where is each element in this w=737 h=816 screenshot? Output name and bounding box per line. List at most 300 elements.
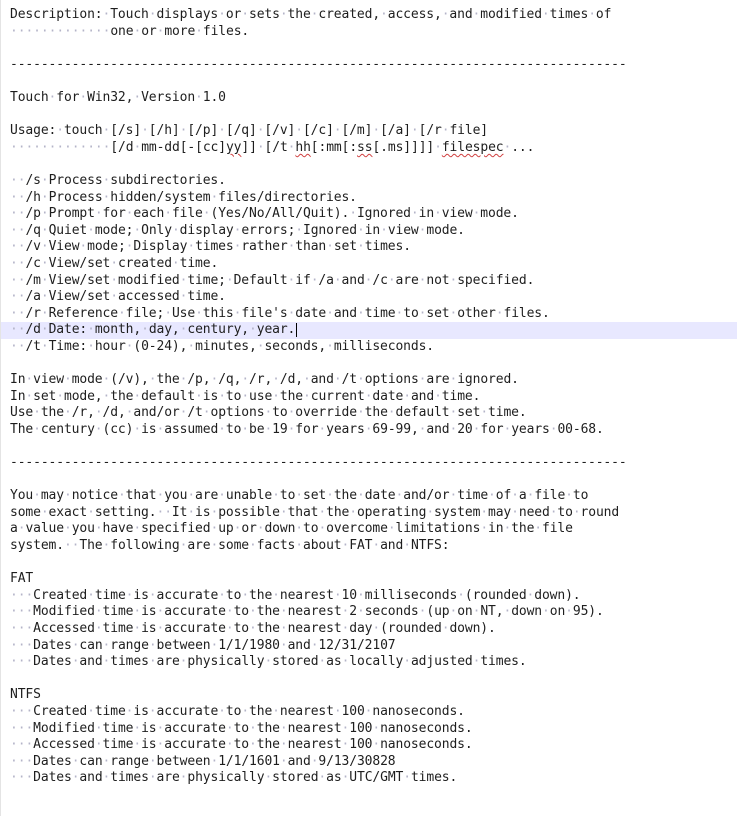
space-marker: · xyxy=(264,421,273,437)
space-marker: · xyxy=(511,488,519,504)
space-marker: · xyxy=(10,222,18,238)
space-marker: · xyxy=(17,23,26,39)
space-marker: · xyxy=(133,421,142,437)
editor-line[interactable]: a·value·you·have·specified·up·or·down·to·overcome·limitations·in·the·file xyxy=(10,521,573,537)
editor-line[interactable]: some·exact·setting.··It·is·possible·that·the·operating·system·may·need·to·round xyxy=(10,504,620,520)
space-marker: · xyxy=(233,521,242,537)
space-marker: · xyxy=(225,272,234,288)
space-marker: · xyxy=(87,504,95,520)
space-marker: · xyxy=(133,720,142,736)
space-marker: · xyxy=(480,405,489,421)
space-marker: · xyxy=(318,521,327,537)
editor-line[interactable]: system.··The·following·are·some·facts·about·FAT·and·NTFS: xyxy=(10,538,450,553)
space-marker: · xyxy=(40,172,49,188)
space-marker: · xyxy=(526,488,535,504)
space-marker: · xyxy=(295,123,303,139)
space-marker: · xyxy=(87,23,95,39)
space-marker: · xyxy=(364,388,373,404)
space-marker: · xyxy=(495,305,504,321)
space-marker: · xyxy=(10,23,18,39)
space-marker: · xyxy=(565,604,573,620)
space-marker: · xyxy=(25,720,34,736)
space-marker: · xyxy=(218,421,226,437)
space-marker: · xyxy=(156,604,165,620)
space-marker: · xyxy=(40,322,49,338)
space-marker: · xyxy=(148,587,157,603)
space-marker: · xyxy=(264,405,273,421)
editor-line[interactable]: ···Dates·and·times·are·physically·stored·as·UTC/GMT·times. xyxy=(10,770,458,786)
space-marker: · xyxy=(356,239,365,255)
space-marker: · xyxy=(387,521,396,537)
space-marker: · xyxy=(48,89,57,105)
space-marker: · xyxy=(40,222,49,238)
space-marker: · xyxy=(472,654,481,670)
space-marker: · xyxy=(17,720,26,736)
space-marker: · xyxy=(356,587,365,603)
space-marker: · xyxy=(241,372,250,388)
space-marker: · xyxy=(418,372,427,388)
space-marker: · xyxy=(25,703,34,719)
space-marker: · xyxy=(356,305,365,321)
space-marker: · xyxy=(171,222,180,238)
space-marker: · xyxy=(133,89,142,105)
spellcheck-error[interactable]: filespec xyxy=(441,139,504,155)
space-marker: · xyxy=(210,538,219,553)
editor-line[interactable]: ···Accessed·time·is·accurate·to·the·nearest·100·nanoseconds. xyxy=(10,737,473,753)
space-marker: · xyxy=(102,372,111,388)
editor-line[interactable]: ···Dates·can·range·between·1/1/1980·and·12/31/2107 xyxy=(10,637,396,653)
space-marker: · xyxy=(403,538,411,553)
space-marker: · xyxy=(10,637,18,653)
space-marker: · xyxy=(40,289,49,305)
editor-line[interactable]: The·century·(cc)·is·assumed·to·be·19·for·years·69-99,·and·20·for·years·00-68. xyxy=(10,421,604,437)
space-marker: · xyxy=(249,720,257,736)
space-marker: · xyxy=(10,139,18,155)
space-marker: · xyxy=(333,123,342,139)
space-marker: · xyxy=(10,604,18,620)
space-marker: · xyxy=(71,770,80,786)
space-marker: · xyxy=(449,488,458,504)
space-marker: · xyxy=(63,538,72,553)
space-marker: · xyxy=(40,23,49,39)
space-marker: · xyxy=(241,421,250,437)
space-marker: · xyxy=(272,587,280,603)
space-marker: · xyxy=(356,488,365,504)
space-marker: · xyxy=(195,388,203,404)
space-marker: · xyxy=(395,305,404,321)
editor-line[interactable]: ··/p·Prompt·for·each·file·(Yes/No/All/Quit).·Ignored·in·view·mode. xyxy=(10,206,519,222)
space-marker: · xyxy=(179,654,188,670)
space-marker: · xyxy=(25,372,34,388)
space-marker: · xyxy=(356,405,365,421)
editor-line[interactable]: ··/s·Process·subdirectories. xyxy=(10,172,226,188)
editor-line[interactable]: In·view·mode·(/v),·the·/p,·/q,·/r,·/d,·and·/t·options·are·ignored. xyxy=(10,372,519,388)
space-marker: · xyxy=(71,139,80,155)
space-marker: · xyxy=(10,720,18,736)
editor-line[interactable]: ··/h·Process·hidden/system·files/directories. xyxy=(10,189,357,205)
space-marker: · xyxy=(272,703,280,719)
editor-line[interactable]: Use·the·/r,·/d,·and/or·/t·options·to·override·the·default·set·time. xyxy=(10,405,527,421)
space-marker: · xyxy=(17,239,26,255)
space-marker: · xyxy=(218,703,226,719)
space-marker: · xyxy=(156,737,165,753)
space-marker: · xyxy=(326,305,334,321)
space-marker: · xyxy=(225,720,234,736)
space-marker: · xyxy=(10,338,18,354)
space-marker: · xyxy=(17,322,26,338)
space-marker: · xyxy=(287,139,296,155)
editor-line[interactable]: ···Created·time·is·accurate·to·the·nearest·100·nanoseconds. xyxy=(10,703,465,719)
space-marker: · xyxy=(17,620,26,636)
space-marker: · xyxy=(480,504,489,520)
space-marker: · xyxy=(94,405,103,421)
space-marker: · xyxy=(380,222,388,238)
space-marker: · xyxy=(418,421,427,437)
space-marker: · xyxy=(17,272,26,288)
space-marker: · xyxy=(102,7,111,22)
editor-line[interactable]: Usage:·touch·[/s]·[/h]·[/p]·[/q]·[/v]·[/c]·[/m]·[/a]·[/r·file] xyxy=(10,123,488,139)
space-marker: · xyxy=(156,620,165,636)
editor-line[interactable]: ·············one·or·more·files. xyxy=(10,23,250,39)
spellcheck-error[interactable]: hh xyxy=(295,139,311,155)
space-marker: · xyxy=(372,720,381,736)
space-marker: · xyxy=(110,255,118,271)
space-marker: · xyxy=(441,620,450,636)
space-marker: · xyxy=(295,538,303,553)
space-marker: · xyxy=(94,421,103,437)
space-marker: · xyxy=(272,488,280,504)
space-marker: · xyxy=(472,7,481,22)
space-marker: · xyxy=(40,189,49,205)
space-marker: · xyxy=(241,388,250,404)
space-marker: · xyxy=(94,139,103,155)
space-marker: · xyxy=(10,189,18,205)
editor-line[interactable]: ··/m·View/set·modified·time;·Default·if·/a·and·/c·are·not·specified. xyxy=(10,272,535,288)
space-marker: · xyxy=(434,139,442,155)
space-marker: · xyxy=(310,753,319,769)
space-marker: · xyxy=(40,305,49,321)
space-marker: · xyxy=(63,521,72,537)
editor-line[interactable]: ··/a·View/set·accessed·time. xyxy=(10,289,226,305)
space-marker: · xyxy=(326,338,334,354)
space-marker: · xyxy=(249,538,257,553)
space-marker: · xyxy=(164,206,172,222)
space-marker: · xyxy=(148,372,157,388)
space-marker: · xyxy=(364,272,373,288)
space-marker: · xyxy=(164,305,172,321)
space-marker: · xyxy=(225,604,234,620)
editor-line[interactable]: Touch·for·Win32,·Version·1.0 xyxy=(10,89,226,105)
space-marker: · xyxy=(17,753,26,769)
space-marker: · xyxy=(133,737,142,753)
editor-line[interactable]: FAT xyxy=(10,571,34,587)
space-marker: · xyxy=(364,421,373,437)
space-marker: · xyxy=(249,620,257,636)
space-marker: · xyxy=(94,604,103,620)
space-marker: · xyxy=(303,372,311,388)
space-marker: · xyxy=(71,654,80,670)
space-marker: · xyxy=(279,737,288,753)
editor-line[interactable]: ··/q·Quiet·mode;·Only·display·errors;·Ignored·in·view·mode. xyxy=(10,222,465,238)
space-marker: · xyxy=(202,206,211,222)
editor-line[interactable]: NTFS xyxy=(10,687,41,703)
space-marker: · xyxy=(17,289,26,305)
space-marker: · xyxy=(179,289,188,305)
space-marker: · xyxy=(210,753,219,769)
space-marker: · xyxy=(449,305,458,321)
space-marker: · xyxy=(372,620,381,636)
space-marker: · xyxy=(17,222,26,238)
space-marker: · xyxy=(133,604,142,620)
space-marker: · xyxy=(17,338,26,354)
editor-line[interactable]: ···Created·time·is·accurate·to·the·nearest·10·milliseconds·(rounded·down). xyxy=(10,587,581,603)
editor-line[interactable] xyxy=(10,73,737,90)
space-marker: · xyxy=(40,504,49,520)
space-marker: · xyxy=(195,23,203,39)
space-marker: · xyxy=(503,521,512,537)
editor-line[interactable] xyxy=(10,555,737,572)
space-marker: · xyxy=(133,222,142,238)
space-marker: · xyxy=(287,272,296,288)
space-marker: · xyxy=(241,7,249,22)
space-marker: · xyxy=(117,305,126,321)
space-marker: · xyxy=(187,338,196,354)
space-marker: · xyxy=(279,753,288,769)
editor-line[interactable]: ··/t·Time:·hour·(0-24),·minutes,·seconds,·milliseconds. xyxy=(10,338,434,354)
space-marker: · xyxy=(10,737,18,753)
space-marker: · xyxy=(210,504,219,520)
space-marker: · xyxy=(87,587,95,603)
space-marker: · xyxy=(295,488,303,504)
space-marker: · xyxy=(102,753,111,769)
editor-line[interactable]: -------------------------------------------------------------------------------- xyxy=(10,56,627,72)
space-marker: · xyxy=(87,222,95,238)
space-marker: · xyxy=(25,753,34,769)
space-marker: · xyxy=(279,7,288,22)
space-marker: · xyxy=(102,139,111,155)
space-marker: · xyxy=(87,322,95,338)
space-marker: · xyxy=(434,388,442,404)
space-marker: · xyxy=(387,405,396,421)
space-marker: · xyxy=(10,172,18,188)
space-marker: · xyxy=(303,388,311,404)
editor-line[interactable]: You·may·notice·that·you·are·unable·to·set·the·date·and/or·time·of·a·file·to xyxy=(10,488,589,504)
space-marker: · xyxy=(195,89,203,105)
text-content[interactable] xyxy=(10,7,737,787)
space-marker: · xyxy=(472,604,481,620)
space-marker: · xyxy=(218,123,226,139)
space-marker: · xyxy=(94,521,103,537)
space-marker: · xyxy=(156,23,165,39)
space-marker: · xyxy=(426,504,435,520)
space-marker: · xyxy=(441,123,450,139)
space-marker: · xyxy=(418,305,427,321)
space-marker: · xyxy=(10,770,18,786)
space-marker: · xyxy=(210,372,219,388)
space-marker: · xyxy=(534,521,543,537)
space-marker: · xyxy=(164,504,172,520)
space-marker: · xyxy=(40,338,49,354)
space-marker: · xyxy=(10,654,18,670)
spellcheck-error[interactable]: ss xyxy=(357,139,373,155)
space-marker: · xyxy=(56,123,64,139)
editor-line[interactable] xyxy=(10,355,737,372)
space-marker: · xyxy=(341,604,350,620)
space-marker: · xyxy=(341,737,350,753)
space-marker: · xyxy=(488,488,496,504)
editor-line[interactable]: ···Modified·time·is·accurate·to·the·nearest·100·nanoseconds. xyxy=(10,720,473,736)
space-marker: · xyxy=(279,604,288,620)
space-marker: · xyxy=(71,538,80,553)
space-marker: · xyxy=(148,7,157,22)
space-marker: · xyxy=(326,488,334,504)
space-marker: · xyxy=(256,521,265,537)
space-marker: · xyxy=(233,222,242,238)
space-marker: · xyxy=(372,538,381,553)
space-marker: · xyxy=(179,538,188,553)
space-marker: · xyxy=(125,703,134,719)
space-marker: · xyxy=(318,654,327,670)
space-marker: · xyxy=(449,405,458,421)
space-marker: · xyxy=(79,23,88,39)
space-marker: · xyxy=(241,587,250,603)
space-marker: · xyxy=(449,421,458,437)
space-marker: · xyxy=(264,654,273,670)
editor-line[interactable]: ···Dates·can·range·between·1/1/1601·and·9/13/30828 xyxy=(10,753,396,769)
editor-line[interactable]: ···Dates·and·times·are·physically·stored·as·locally·adjusted·times. xyxy=(10,654,527,670)
space-marker: · xyxy=(148,654,157,670)
space-marker: · xyxy=(310,7,319,22)
space-marker: · xyxy=(480,521,489,537)
space-marker: · xyxy=(94,737,103,753)
space-marker: · xyxy=(25,637,34,653)
space-marker: · xyxy=(125,338,134,354)
space-marker: · xyxy=(341,654,350,670)
space-marker: · xyxy=(87,703,95,719)
editor-line[interactable]: Description:·Touch·displays·or·sets·the·created,·access,·and·modified·times·of xyxy=(10,7,612,22)
space-marker: · xyxy=(503,421,512,437)
space-marker: · xyxy=(279,504,288,520)
editor-line[interactable]: ···Modified·time·is·accurate·to·the·nearest·2·seconds·(up·on·NT,·down·on·95). xyxy=(10,604,604,620)
space-marker: · xyxy=(341,770,350,786)
space-marker: · xyxy=(10,587,18,603)
editor-line[interactable]: ···Accessed·time·is·accurate·to·the·nearest·day·(rounded·down). xyxy=(10,620,496,636)
space-marker: · xyxy=(418,222,427,238)
space-marker: · xyxy=(33,23,41,39)
space-marker: · xyxy=(40,206,49,222)
space-marker: · xyxy=(79,239,88,255)
space-marker: · xyxy=(141,123,149,139)
space-marker: · xyxy=(156,421,165,437)
editor-line[interactable] xyxy=(10,156,737,173)
editor-line[interactable] xyxy=(10,107,737,124)
space-marker: · xyxy=(449,604,458,620)
space-marker: · xyxy=(179,322,188,338)
editor-line[interactable]: -------------------------------------------------------------------------------- xyxy=(10,455,627,471)
space-marker: · xyxy=(102,770,111,786)
editor-line[interactable]: ·············[/d·mm-dd[-[cc]yy]]·[/t·hh[:mm[:ss[.ms]]]]·filespec·... xyxy=(10,139,535,155)
editor-line[interactable] xyxy=(10,472,737,489)
editor-line[interactable]: ··/r·Reference·file;·Use·this·file's·date·and·time·to·set·other·files. xyxy=(10,305,550,321)
space-marker: · xyxy=(17,587,26,603)
space-marker: · xyxy=(148,703,157,719)
space-marker: · xyxy=(287,421,296,437)
space-marker: · xyxy=(17,604,26,620)
space-marker: · xyxy=(133,139,142,155)
space-marker: · xyxy=(341,538,350,553)
editor-line[interactable] xyxy=(10,671,737,688)
space-marker: · xyxy=(17,206,26,222)
editor-line[interactable]: In·set·mode,·the·default·is·to·use·the·current·date·and·time. xyxy=(10,388,481,404)
space-marker: · xyxy=(272,372,280,388)
space-marker: · xyxy=(133,620,142,636)
space-marker: · xyxy=(133,521,142,537)
editor-line[interactable]: ··/c·View/set·created·time. xyxy=(10,255,219,271)
space-marker: · xyxy=(179,372,188,388)
space-marker: · xyxy=(372,123,381,139)
editor-line[interactable]: ··/d·Date:·month,·day,·century,·year. xyxy=(1,322,737,339)
space-marker: · xyxy=(233,305,242,321)
space-marker: · xyxy=(94,206,103,222)
space-marker: · xyxy=(17,255,26,271)
space-marker: · xyxy=(25,620,34,636)
space-marker: · xyxy=(102,637,111,653)
space-marker: · xyxy=(434,206,442,222)
editor-line[interactable] xyxy=(10,40,737,57)
space-marker: · xyxy=(549,421,558,437)
space-marker: · xyxy=(295,521,304,537)
space-marker: · xyxy=(187,488,196,504)
space-marker: · xyxy=(141,322,149,338)
editor-line[interactable]: ··/v·View·mode;·Display·times·rather·than·set·times. xyxy=(10,239,411,255)
space-marker: · xyxy=(233,239,242,255)
space-marker: · xyxy=(25,770,34,786)
space-marker: · xyxy=(410,206,419,222)
space-marker: · xyxy=(56,388,64,404)
space-marker: · xyxy=(341,620,350,636)
space-marker: · xyxy=(541,7,550,22)
space-marker: · xyxy=(156,488,165,504)
space-marker: · xyxy=(64,139,72,155)
space-marker: · xyxy=(287,239,296,255)
space-marker: · xyxy=(71,753,80,769)
space-marker: · xyxy=(225,737,234,753)
space-marker: · xyxy=(102,654,111,670)
space-marker: · xyxy=(79,89,88,105)
space-marker: · xyxy=(588,7,596,22)
spellcheck-error[interactable]: yy xyxy=(225,139,242,155)
space-marker: · xyxy=(17,189,26,205)
space-marker: · xyxy=(125,405,134,421)
space-marker: · xyxy=(71,637,80,653)
space-marker: · xyxy=(403,770,411,786)
space-marker: · xyxy=(10,753,18,769)
space-marker: · xyxy=(17,770,26,786)
space-marker: · xyxy=(218,388,226,404)
space-marker: · xyxy=(403,388,411,404)
space-marker: · xyxy=(310,272,319,288)
space-marker: · xyxy=(333,703,342,719)
space-marker: · xyxy=(110,289,118,305)
space-marker: · xyxy=(87,139,95,155)
space-marker: · xyxy=(94,620,103,636)
space-marker: · xyxy=(210,521,219,537)
space-marker: · xyxy=(349,206,357,222)
space-marker: · xyxy=(318,770,327,786)
space-marker: · xyxy=(148,770,157,786)
space-marker: · xyxy=(10,703,18,719)
editor-line[interactable] xyxy=(10,438,737,455)
